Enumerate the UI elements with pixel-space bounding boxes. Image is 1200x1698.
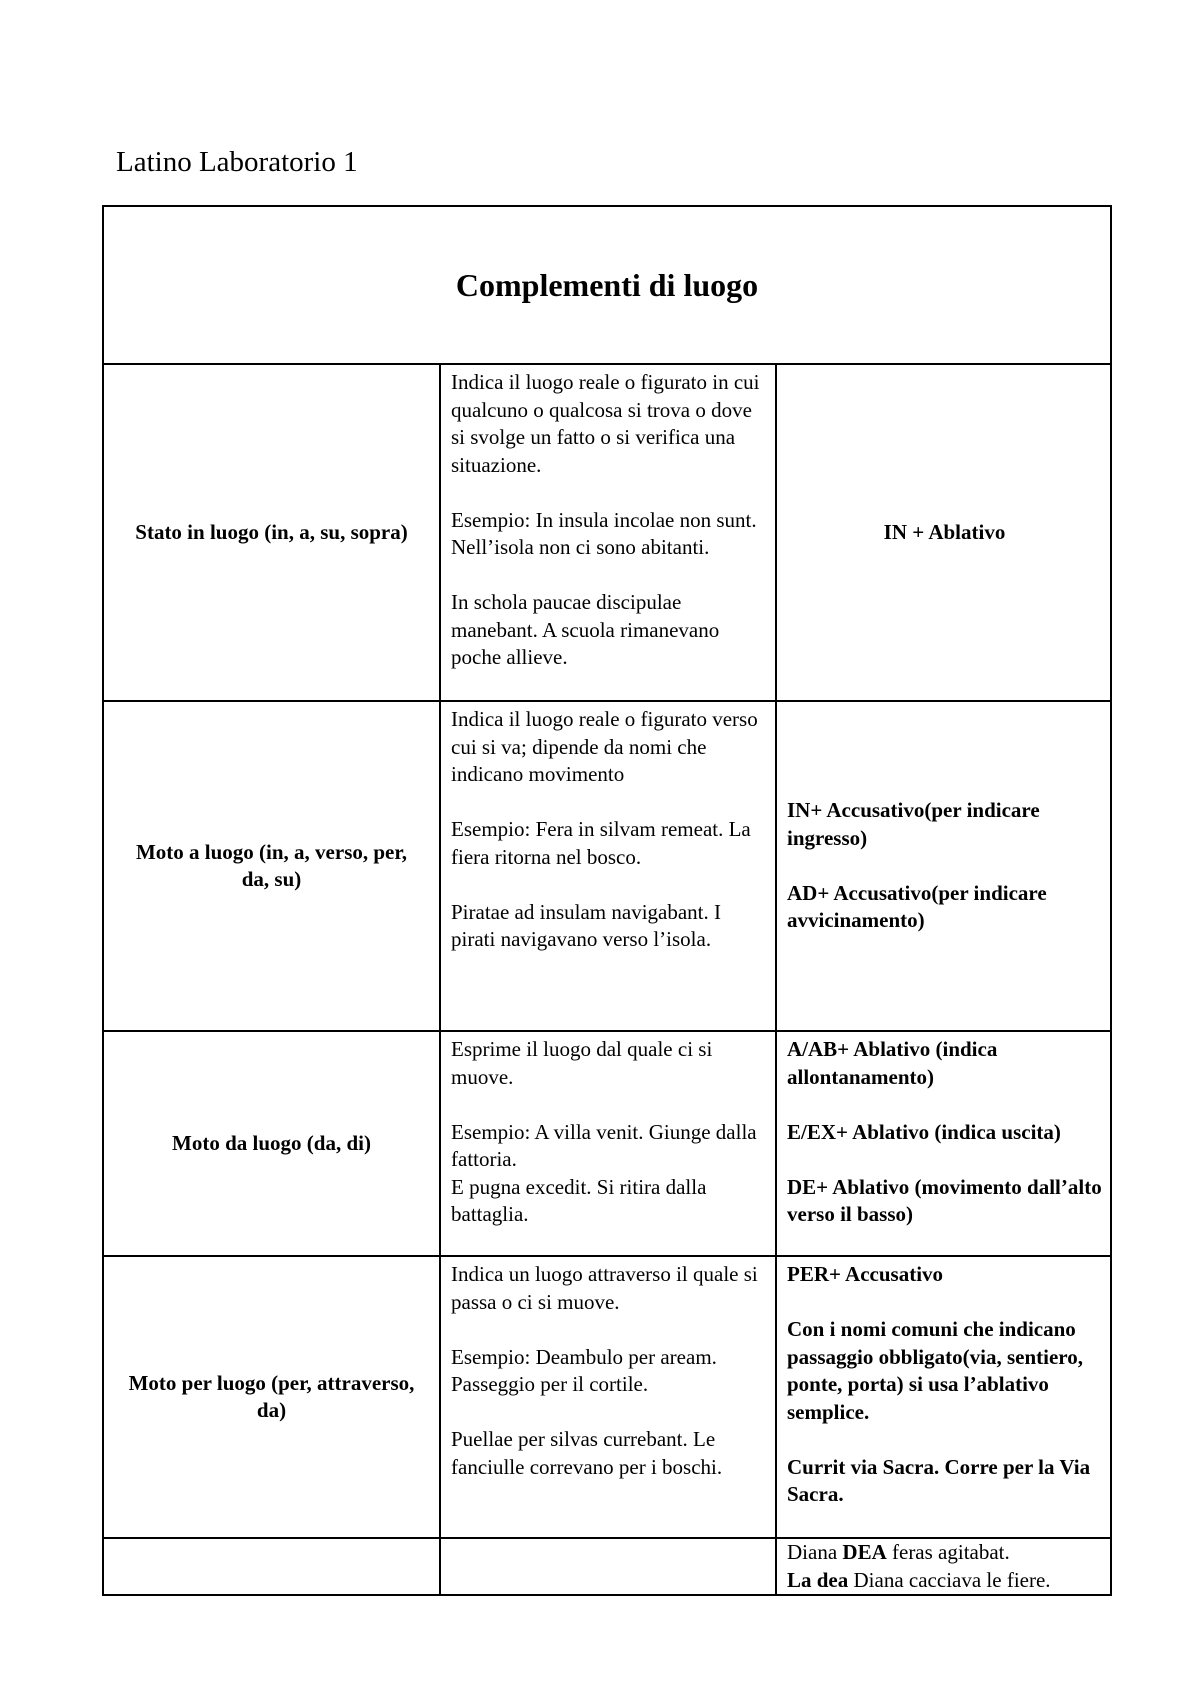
table-row: [103, 364, 1111, 701]
row-label-empty: [103, 1538, 440, 1595]
example-text: Diana cacciava le fiere.: [848, 1567, 1051, 1592]
row-rule-example: [776, 1538, 1111, 1595]
row-rule-moto-per-luogo: [776, 1256, 1111, 1538]
table-heading-row: [103, 206, 1111, 364]
description-paragraph: Indica il luogo reale o figurato in cui qualcuno o qualcosa si trova o dove si svolge un fatto o si verifica una situazione.: [451, 370, 760, 477]
rule-text: PER+ Accusativo: [787, 1262, 944, 1286]
rule-text: E/EX+ Ablativo (indica uscita): [787, 1119, 1061, 1144]
row-description-empty: [440, 1538, 776, 1595]
row-label-moto-da-luogo: Moto da luogo (da, di): [103, 1031, 440, 1256]
rule-text: DE+ Ablativo (movimento dall’alto verso il basso): [787, 1174, 1102, 1226]
example-bold-text: La dea: [787, 1567, 849, 1592]
row-rule-moto-da-luogo: [776, 1031, 1111, 1256]
example-paragraph: In schola paucae discipulae manebant. A scuola rimanevano poche allieve.: [451, 590, 720, 669]
example-bold-text: DEA: [842, 1540, 887, 1564]
example-text: Diana: [787, 1540, 843, 1564]
example-paragraph: Esempio: Fera in silvam remeat. La fiera ritorna nel bosco.: [451, 817, 751, 869]
example-paragraph: Esempio: Deambulo per aream. Passeggio per il cortile.: [451, 1344, 717, 1396]
description-paragraph: Esprime il luogo dal quale ci si muove.: [451, 1037, 713, 1089]
description-paragraph: Indica un luogo attraverso il quale si passa o ci si muove.: [451, 1262, 758, 1314]
table-row: [103, 1256, 1111, 1538]
row-label-stato-in-luogo: Stato in luogo (in, a, su, sopra): [103, 364, 440, 701]
table-row: [103, 1538, 1111, 1595]
row-label-moto-per-luogo: Moto per luogo (per, attraverso, da): [103, 1256, 440, 1538]
rule-text: AD+ Accusativo(per indicare avvicinamento): [787, 880, 1047, 933]
row-rule-moto-a-luogo: [776, 701, 1111, 1031]
example-line: [787, 1539, 1102, 1567]
rule-text: IN + Ablativo: [883, 519, 1006, 544]
complementi-table: [102, 205, 1112, 1596]
rule-text: A/AB+ Ablativo (indica allontanamento): [787, 1037, 998, 1089]
example-paragraph: Esempio: A villa venit. Giunge dalla fattoria.: [451, 1119, 757, 1171]
example-paragraph: Esempio: In insula incolae non sunt. Nell’isola non ci sono abitanti.: [451, 507, 757, 559]
row-description-moto-per-luogo: [440, 1256, 776, 1538]
rule-text: Currit via Sacra. Corre per la Via Sacra.: [787, 1454, 1091, 1506]
row-description-moto-da-luogo: [440, 1031, 776, 1256]
example-line: [787, 1567, 1102, 1595]
page-title: Latino Laboratorio 1: [116, 146, 358, 178]
table-row: [103, 701, 1111, 1031]
row-description-stato-in-luogo: [440, 364, 776, 701]
table-row: [103, 1031, 1111, 1256]
table-heading: Complementi di luogo: [103, 206, 1111, 364]
row-description-moto-a-luogo: [440, 701, 776, 1031]
rule-text: Con i nomi comuni che indicano passaggio obbligato(via, sentiero, ponte, porta) si usa l’ablativo semplice.: [787, 1317, 1083, 1424]
row-rule-stato-in-luogo: [776, 364, 1111, 701]
example-paragraph: Puellae per silvas currebant. Le fanciulle correvano per i boschi.: [451, 1427, 723, 1479]
rule-text: IN+ Accusativo(per indicare ingresso): [787, 798, 1040, 850]
description-paragraph: Indica il luogo reale o figurato verso cui si va; dipende da nomi che indicano movimento: [451, 707, 758, 786]
row-label-moto-a-luogo: Moto a luogo (in, a, verso, per, da, su): [103, 701, 440, 1031]
example-paragraph: E pugna excedit. Si ritira dalla battaglia.: [451, 1174, 707, 1226]
example-text: feras agitabat.: [886, 1540, 1010, 1564]
example-paragraph: Piratae ad insulam navigabant. I pirati navigavano verso l’isola.: [451, 899, 721, 951]
